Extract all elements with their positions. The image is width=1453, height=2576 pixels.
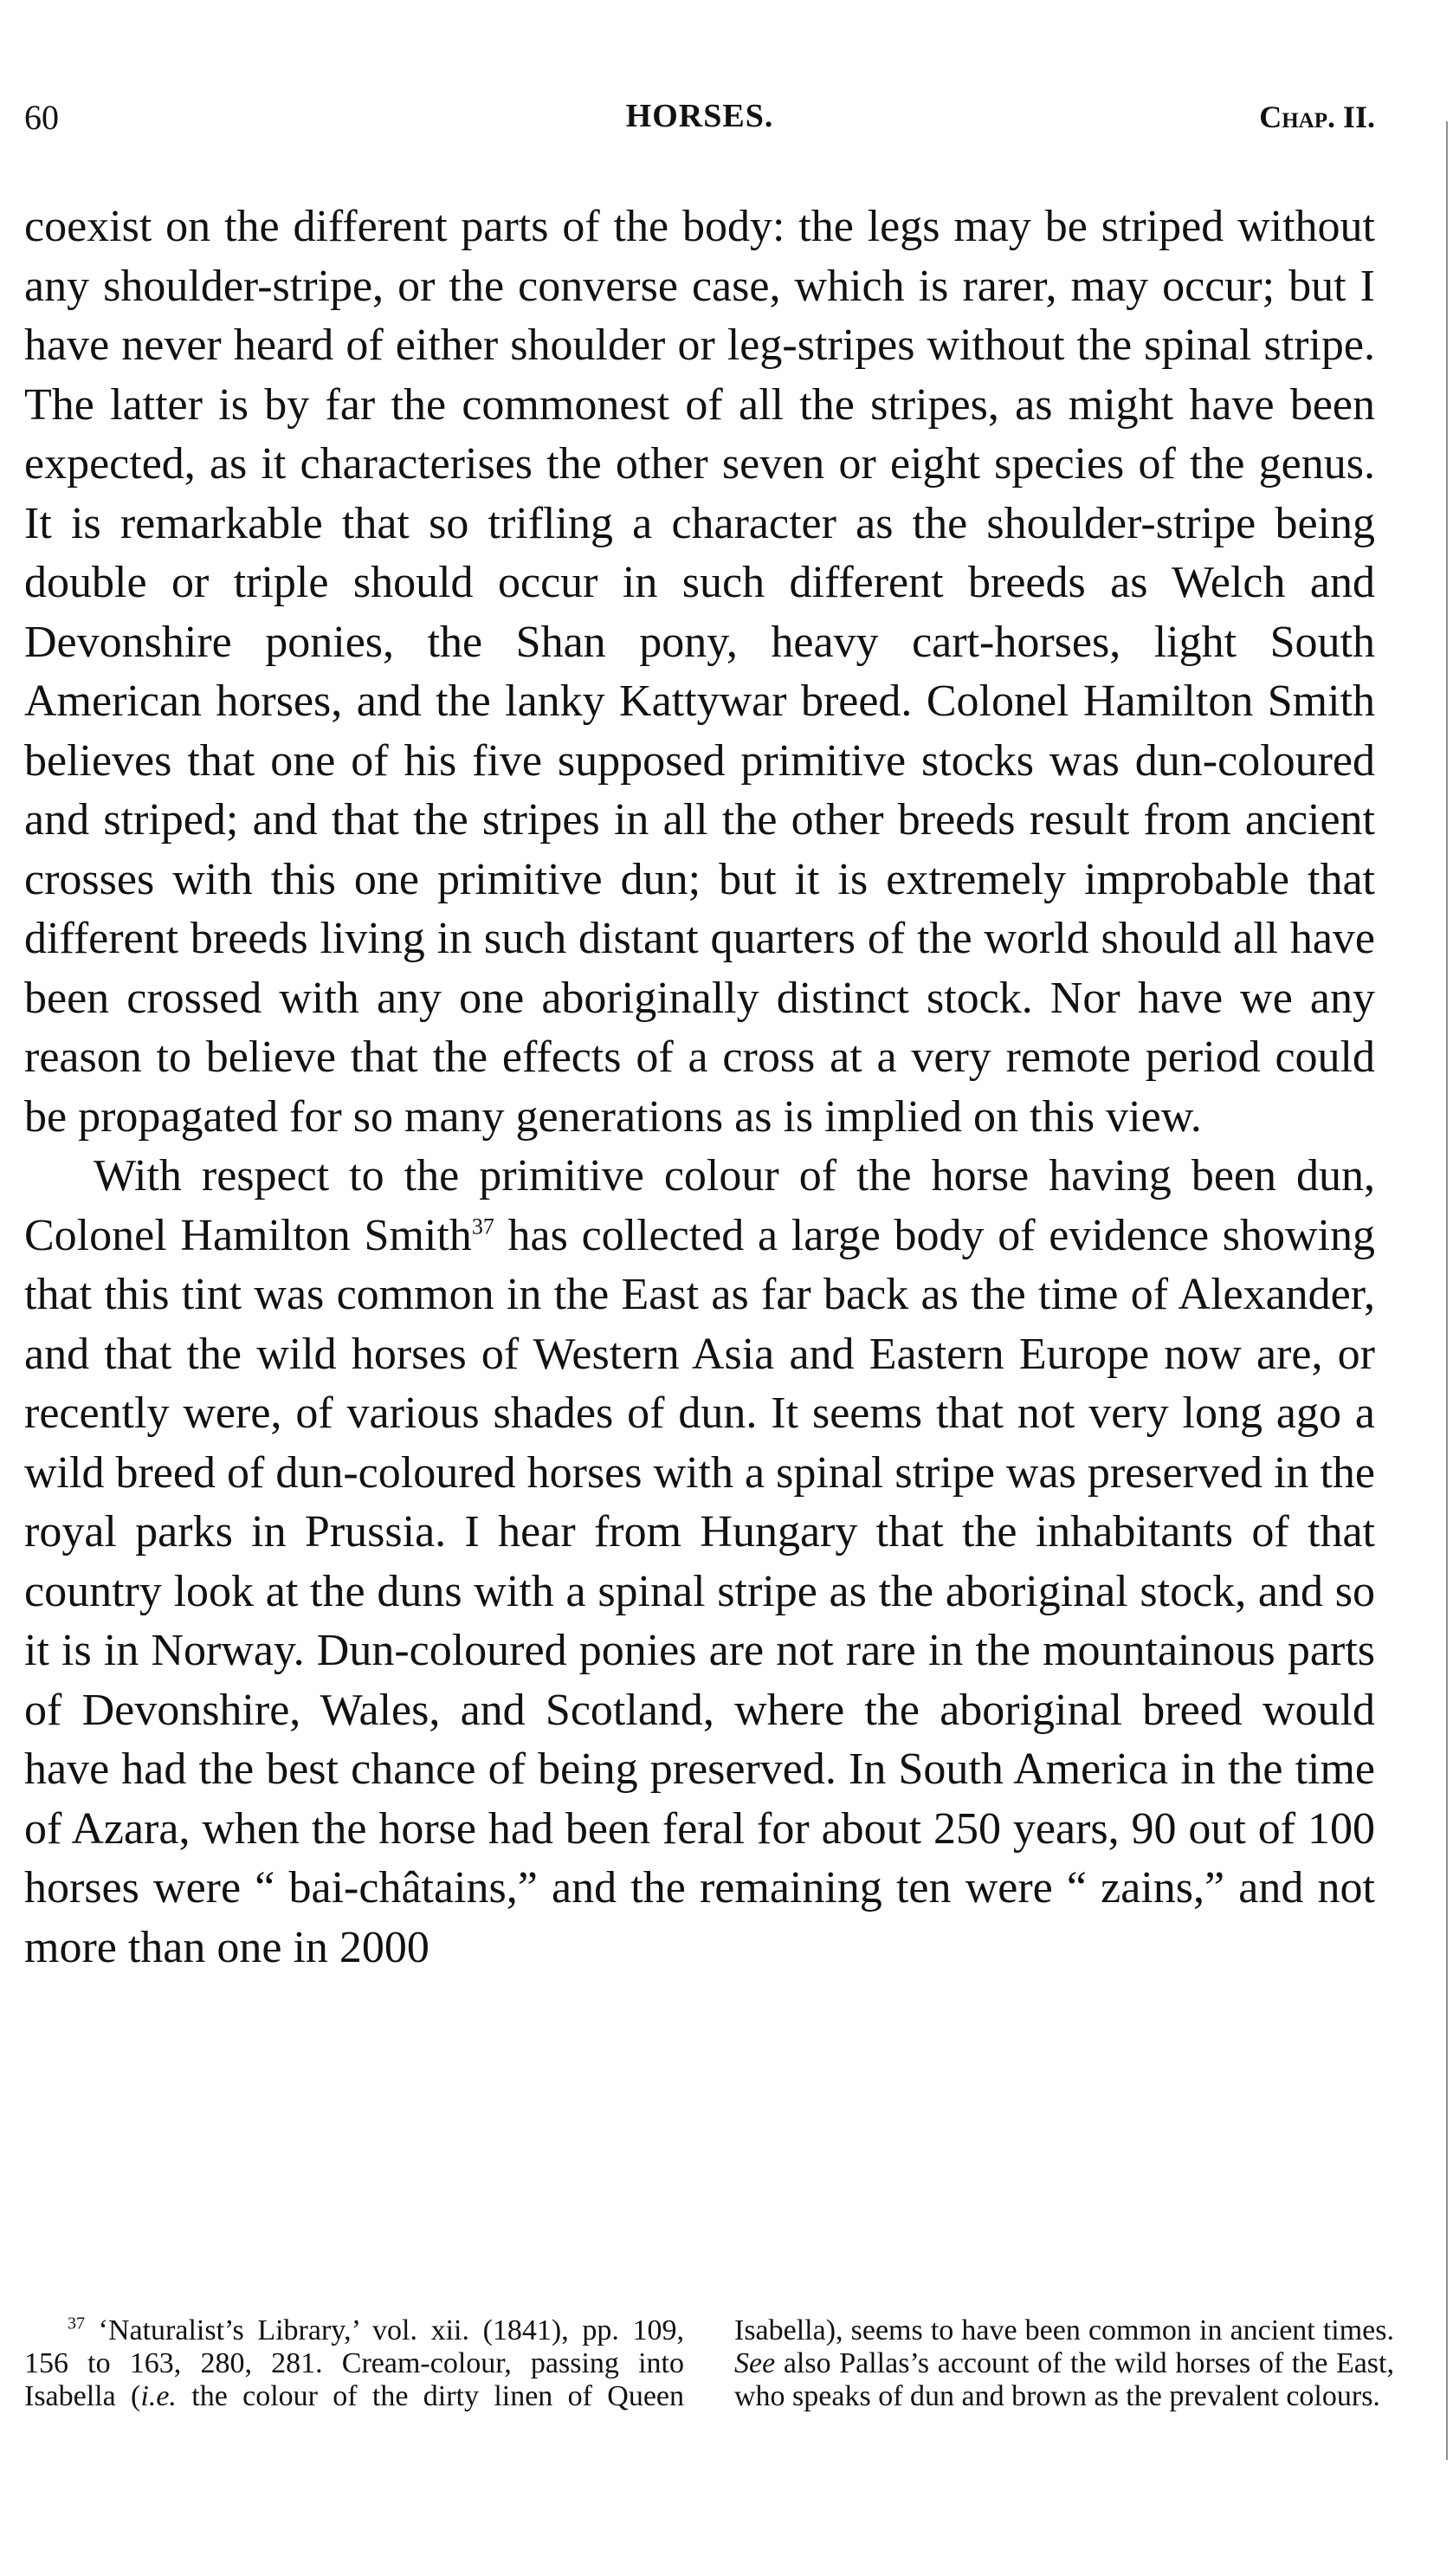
footnote-reference-37[interactable]: 37 — [471, 1214, 494, 1239]
footnote-text-a: ‘Naturalist’s Library,’ vol. xii. (1841), pp. 109, 156 to 163, 280, 281. Cream-colour, passing into Isabella ( — [24, 2314, 684, 2412]
footnote-text-c: also Pallas’s account of the wild horses of the East, who speaks of dun and brown as the prevalent colours. — [734, 2347, 1394, 2412]
footnote-ie: i.e. — [140, 2380, 177, 2412]
paragraph-2-text-a: With respect to the primitive colour of the horse having been dun, Colonel Hamilton Smith — [24, 1151, 1375, 1260]
footnote-marker: 37 — [68, 2314, 85, 2333]
page-number: 60 — [24, 98, 59, 137]
footnote-text-b: the colour of the dirty linen of Queen Isabella), seems to have been common in ancient times. — [176, 2314, 1394, 2412]
chapter-label: Chap. II. — [1259, 100, 1375, 134]
footnote-see: See — [734, 2347, 776, 2379]
page-edge-shadow — [1446, 121, 1448, 2460]
paragraph-2 — [24, 1147, 1375, 1977]
running-title: HORSES. — [625, 98, 774, 134]
page-header — [24, 97, 1375, 149]
main-text — [24, 197, 1375, 1977]
paragraph-2-text-b: has collected a large body of evidence showing that this tint was common in the East as far back as the time of Alexander, and that the wild horses of Western Asia and Eastern Europe now are, or recently were, of various shades of dun. It seems that not very long ago a wild breed of dun-coloured horses with a spinal stripe was preserved in the royal parks in Prussia. I hear from Hungary that the inhabitants of that country look at the duns with a spinal stripe as the aboriginal stock, and so it is in Norway. Dun-coloured ponies are not rare in the mountainous parts of Devonshire, Wales, and Scotland, where the aboriginal breed would have had the best chance of being preserved. In South America in the time of Azara, when the horse had been feral for about 250 years, 90 out of 100 horses were “ bai-châtains,” and the remaining ten were “ zains,” and not more than one in 2000 — [24, 1210, 1376, 1972]
footnotes — [24, 2314, 1394, 2522]
paragraph-1: coexist on the different parts of the body: the legs may be striped without any shoulder-stripe, or the converse case, which is rarer, may occur; but I have never heard of either shoulder or leg-stripes without the spinal stripe. The latter is by far the commonest of all the stripes, as might have been expected, as it characterises the other seven or eight species of the genus. It is remarkable that so trifling a character as the shoulder-stripe being double or triple should occur in such different breeds as Welch and Devonshire ponies, the Shan pony, heavy cart-horses, light South American horses, and the lanky Kattywar breed. Colonel Hamilton Smith believes that one of his five supposed primitive stocks was dun-coloured and striped; and that the stripes in all the other breeds result from ancient crosses with this one primitive dun; but it is extremely improbable that different breeds living in such distant quarters of the world should all have been crossed with any one aboriginally distinct stock. Nor have we any reason to believe that the effects of a cross at a very remote period could be propagated for so many generations as is implied on this view. — [24, 202, 1375, 1142]
footnote-37 — [24, 2314, 1394, 2413]
